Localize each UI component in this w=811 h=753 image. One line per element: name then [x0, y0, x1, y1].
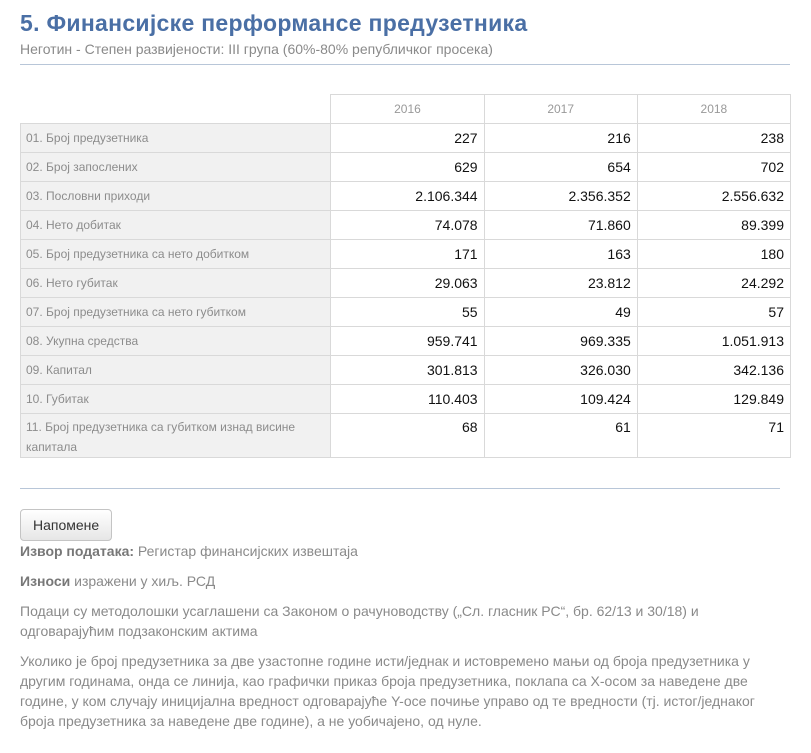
row-value: 71 [637, 414, 790, 458]
header-blank-cell [21, 95, 331, 124]
row-value: 171 [331, 240, 484, 269]
row-label: 07. Број предузетника са нето губитком [21, 298, 331, 327]
row-label: 09. Капитал [21, 356, 331, 385]
row-value: 55 [331, 298, 484, 327]
row-label: 06. Нето губитак [21, 269, 331, 298]
row-value: 629 [331, 153, 484, 182]
row-value: 89.399 [637, 211, 790, 240]
divider [20, 64, 790, 65]
row-value: 71.860 [484, 211, 637, 240]
row-value: 654 [484, 153, 637, 182]
row-label: 05. Број предузетника са нето добитком [21, 240, 331, 269]
row-value: 959.741 [331, 327, 484, 356]
row-value: 61 [484, 414, 637, 458]
row-value: 180 [637, 240, 790, 269]
row-value: 342.136 [637, 356, 790, 385]
row-value: 68 [331, 414, 484, 458]
amounts-text: изражени у хиљ. РСД [74, 573, 216, 589]
source-note [20, 541, 780, 561]
row-label: 04. Нето добитак [21, 211, 331, 240]
table-row [21, 298, 791, 327]
row-value: 1.051.913 [637, 327, 790, 356]
year-header: 2018 [637, 95, 790, 124]
row-label: 11. Број предузетника са губитком изнад висине капитала [21, 414, 331, 458]
source-text: Регистар финансијских извештаја [137, 543, 358, 559]
row-label: 03. Пословни приходи [21, 182, 331, 211]
row-value: 969.335 [484, 327, 637, 356]
row-value: 110.403 [331, 385, 484, 414]
table-row [21, 414, 791, 458]
row-label: 08. Укупна средства [21, 327, 331, 356]
source-label: Извор података: [20, 543, 135, 559]
notes-section [20, 541, 780, 731]
amounts-label: Износи [20, 573, 71, 589]
page-subtitle: Неготин - Степен развијености: III група (60%-80% републичког просека) [20, 41, 493, 57]
row-value: 23.812 [484, 269, 637, 298]
row-value: 49 [484, 298, 637, 327]
table-row [21, 153, 791, 182]
table-row [21, 327, 791, 356]
table-row [21, 269, 791, 298]
row-value: 2.356.352 [484, 182, 637, 211]
row-value: 129.849 [637, 385, 790, 414]
table-row [21, 211, 791, 240]
year-header: 2016 [331, 95, 484, 124]
row-value: 216 [484, 124, 637, 153]
row-value: 57 [637, 298, 790, 327]
table-row [21, 124, 791, 153]
year-header: 2017 [484, 95, 637, 124]
row-value: 74.078 [331, 211, 484, 240]
notes-button[interactable]: Напомене [20, 509, 112, 541]
row-value: 29.063 [331, 269, 484, 298]
row-value: 2.556.632 [637, 182, 790, 211]
divider [20, 488, 780, 489]
amounts-note [20, 571, 780, 591]
row-value: 326.030 [484, 356, 637, 385]
row-label: 02. Број запослених [21, 153, 331, 182]
row-value: 109.424 [484, 385, 637, 414]
table-header-row [21, 95, 791, 124]
row-value: 24.292 [637, 269, 790, 298]
row-label: 01. Број предузетника [21, 124, 331, 153]
page-title: 5. Финансијске перформансе предузетника [20, 10, 528, 36]
row-value: 163 [484, 240, 637, 269]
law-note: Подаци су методолошки усаглашени са Законом о рачуноводству („Сл. гласник РС“, бр. 62/13 и 30/18) и одговарајућим подзаконским актима [20, 603, 699, 639]
chart-note: Уколико је број предузетника за две узастопне године исти/једнак и истовремено мањи од броја предузетника у другим годинама, онда се линија, као графички приказ броја предузетника, поклапа са X-осом за наведене две године, у ком случају иницијална вредност одговарајуће Y-осе почиње управо од те вредности (тј. истог/једнаког броја предузетника за наведене две године), а не уобичајено, од нуле. [20, 653, 755, 729]
row-value: 2.106.344 [331, 182, 484, 211]
table-row [21, 356, 791, 385]
row-value: 301.813 [331, 356, 484, 385]
table-row [21, 182, 791, 211]
performance-table [20, 94, 791, 458]
row-value: 227 [331, 124, 484, 153]
table-row [21, 240, 791, 269]
row-value: 702 [637, 153, 790, 182]
row-label: 10. Губитак [21, 385, 331, 414]
row-value: 238 [637, 124, 790, 153]
table-row [21, 385, 791, 414]
